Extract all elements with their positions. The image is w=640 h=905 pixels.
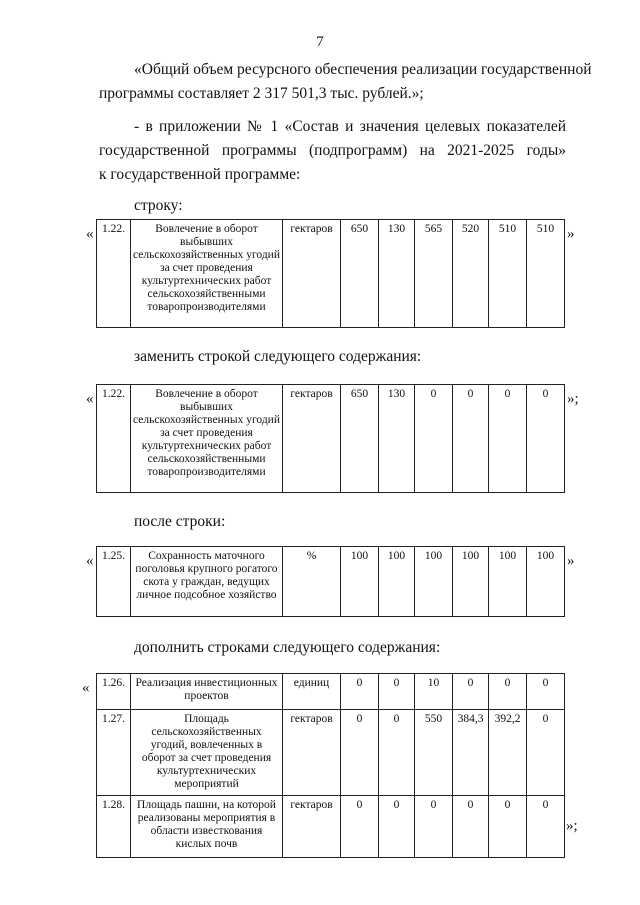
table3-open-quote: « (86, 553, 94, 569)
value-cell: 0 (379, 796, 415, 858)
indicator-name: Площадь сельскохозяйственных угодий, вовлеченных в оборот за счет проведения культуртехнических мероприятий (131, 710, 283, 796)
value-cell: 0 (341, 796, 379, 858)
value-cell: 650 (341, 385, 379, 493)
value-cell: 100 (379, 547, 415, 617)
unit: гектаров (283, 710, 341, 796)
row-number: 1.26. (97, 674, 131, 710)
intro-line-5: к государственной программе: (99, 166, 301, 183)
table2-open-quote: « (86, 391, 94, 407)
unit: гектаров (283, 796, 341, 858)
table-row (97, 385, 565, 493)
value-cell: 0 (527, 385, 565, 493)
value-cell: 10 (415, 674, 453, 710)
value-cell: 100 (415, 547, 453, 617)
row-number: 1.28. (97, 796, 131, 858)
value-cell: 0 (527, 710, 565, 796)
table4-close-quote: »; (566, 818, 578, 834)
intro-line-3: - в приложении № 1 «Состав и значения целевых показателей (134, 118, 566, 135)
value-cell: 0 (453, 674, 489, 710)
row-number: 1.22. (97, 385, 131, 493)
value-cell: 0 (489, 674, 527, 710)
table-row (97, 674, 565, 710)
indicator-name: Реализация инвестиционных проектов (131, 674, 283, 710)
value-cell: 0 (415, 796, 453, 858)
value-cell: 0 (341, 710, 379, 796)
value-cell: 0 (527, 796, 565, 858)
value-cell: 130 (379, 220, 415, 328)
value-cell: 100 (341, 547, 379, 617)
value-cell: 0 (527, 674, 565, 710)
value-cell: 0 (489, 796, 527, 858)
value-cell: 0 (489, 385, 527, 493)
replace-label: заменить строкой следующего содержания: (134, 348, 422, 365)
value-cell: 510 (527, 220, 565, 328)
row-number: 1.25. (97, 547, 131, 617)
value-cell: 0 (379, 710, 415, 796)
table-row (97, 547, 565, 617)
value-cell: 384,3 (453, 710, 489, 796)
value-cell: 650 (341, 220, 379, 328)
unit: гектаров (283, 385, 341, 493)
value-cell: 0 (341, 674, 379, 710)
table-row (97, 220, 565, 328)
table-row (97, 796, 565, 858)
value-cell: 130 (379, 385, 415, 493)
unit: % (283, 547, 341, 617)
table1-open-quote: « (86, 226, 94, 242)
value-cell: 0 (453, 796, 489, 858)
table-replacement-row (96, 384, 565, 493)
value-cell: 392,2 (489, 710, 527, 796)
unit: гектаров (283, 220, 341, 328)
intro-line-6: строку: (134, 197, 183, 214)
table-row (97, 710, 565, 796)
table-new-rows (96, 673, 565, 858)
intro-line-1: «Общий объем ресурсного обеспечения реализации государственной (134, 61, 592, 78)
after-label: после строки: (134, 513, 226, 530)
table1-close-quote: » (567, 226, 575, 242)
value-cell: 550 (415, 710, 453, 796)
intro-line-2: программы составляет 2 317 501,3 тыс. рублей.»; (99, 85, 424, 102)
value-cell: 100 (527, 547, 565, 617)
intro-line-4: государственной программы (подпрограмм) на 2021-2025 годы» (99, 142, 566, 159)
value-cell: 0 (379, 674, 415, 710)
unit: единиц (283, 674, 341, 710)
value-cell: 0 (415, 385, 453, 493)
row-number: 1.27. (97, 710, 131, 796)
indicator-name: Вовлечение в оборот выбывших сельскохозяйственных угодий за счет проведения культуртехнических работ сельскохозяйственными товаропроизводителями (131, 385, 283, 493)
indicator-name: Сохранность маточного поголовья крупного рогатого скота у граждан, ведущих личное подсобное хозяйство (131, 547, 283, 617)
add-label: дополнить строками следующего содержания: (134, 639, 441, 656)
table4-open-quote: « (82, 680, 90, 696)
table2-close-quote: »; (567, 391, 579, 407)
value-cell: 510 (489, 220, 527, 328)
value-cell: 100 (453, 547, 489, 617)
value-cell: 520 (453, 220, 489, 328)
indicator-name: Площадь пашни, на которой реализованы мероприятия в области известкования кислых почв (131, 796, 283, 858)
value-cell: 100 (489, 547, 527, 617)
page-number: 7 (316, 34, 324, 50)
row-number: 1.22. (97, 220, 131, 328)
value-cell: 565 (415, 220, 453, 328)
table-anchor-row (96, 546, 565, 617)
table-original-row (96, 219, 565, 328)
table3-close-quote: » (567, 553, 575, 569)
indicator-name: Вовлечение в оборот выбывших сельскохозяйственных угодий за счет проведения культуртехнических работ сельскохозяйственными товаропроизводителями (131, 220, 283, 328)
value-cell: 0 (453, 385, 489, 493)
